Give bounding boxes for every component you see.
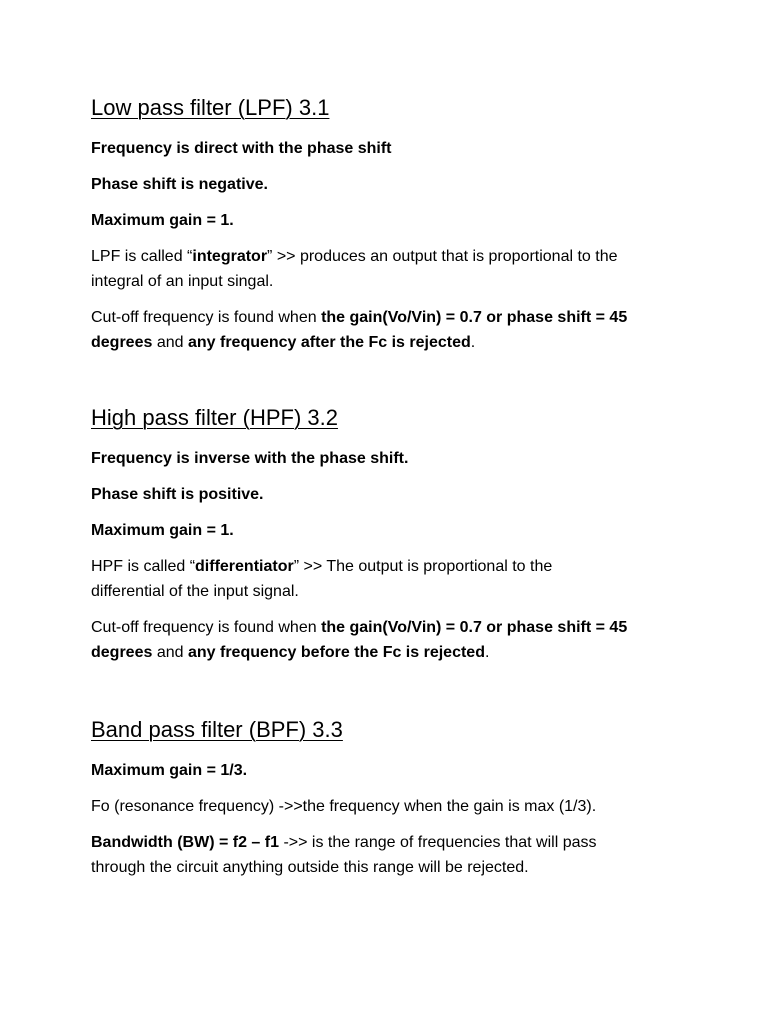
bpf-max-gain-line: Maximum gain = 1/3.: [91, 762, 248, 779]
bpf-bandwidth-line-2: through the circuit anything outside this range will be rejected.: [91, 859, 529, 876]
bpf-bandwidth-paragraph: [91, 830, 691, 880]
hpf-cutoff-paragraph: [91, 615, 691, 665]
bpf-bandwidth-line-1: [91, 834, 597, 851]
lpf-cutoff-degrees: degrees: [91, 334, 153, 351]
lpf-integrator-line-2: integral of an input singal.: [91, 273, 274, 290]
lpf-called-prefix: LPF is called “: [91, 248, 193, 265]
section-lpf: [91, 95, 691, 355]
lpf-cutoff-paragraph: [91, 305, 691, 355]
lpf-cutoff-and: and: [152, 334, 188, 351]
hpf-frequency-phase-line: Frequency is inverse with the phase shift.: [91, 450, 409, 467]
bpf-bandwidth-suffix: ->> is the range of frequencies that will pass: [279, 834, 597, 851]
lpf-cutoff-prefix: Cut-off frequency is found when: [91, 309, 322, 326]
hpf-max-gain-line: Maximum gain = 1.: [91, 522, 234, 539]
hpf-differentiator-term: differentiator: [195, 558, 294, 575]
lpf-integrator-term: integrator: [192, 248, 268, 265]
lpf-cutoff-line-1: [91, 309, 627, 326]
hpf-cutoff-prefix: Cut-off frequency is found when: [91, 619, 322, 636]
hpf-differentiator-line-2: differential of the input signal.: [91, 583, 299, 600]
hpf-cutoff-rejection: any frequency before the Fc is rejected: [187, 644, 485, 661]
hpf-cutoff-line-1: [91, 619, 627, 636]
bpf-bandwidth-term: Bandwidth (BW) = f2 – f1: [91, 834, 279, 851]
section-hpf: [91, 405, 691, 665]
lpf-integrator-line-1: [91, 248, 618, 265]
hpf-differentiator-line-1: [91, 558, 552, 575]
section-heading-hpf: High pass filter (HPF) 3.2: [91, 405, 338, 430]
lpf-max-gain-line: Maximum gain = 1.: [91, 212, 234, 229]
hpf-phase-shift-line: Phase shift is positive.: [91, 486, 264, 503]
hpf-cutoff-degrees: degrees: [91, 644, 153, 661]
lpf-cutoff-rejection: any frequency after the Fc is rejected: [187, 334, 471, 351]
lpf-integrator-paragraph: [91, 244, 691, 294]
lpf-called-suffix: ” >> produces an output that is proportional to the: [267, 248, 618, 265]
lpf-phase-shift-line: Phase shift is negative.: [91, 176, 268, 193]
bpf-resonance-line: Fo (resonance frequency) ->>the frequency when the gain is max (1/3).: [91, 798, 597, 815]
lpf-cutoff-period: .: [470, 334, 476, 351]
lpf-cutoff-condition: the gain(Vo/Vin) = 0.7 or phase shift = 45: [321, 309, 628, 326]
section-heading-bpf: Band pass filter (BPF) 3.3: [91, 717, 343, 742]
section-heading-lpf: Low pass filter (LPF) 3.1: [91, 95, 330, 120]
lpf-frequency-phase-line: Frequency is direct with the phase shift: [91, 140, 392, 157]
hpf-differentiator-paragraph: [91, 554, 691, 604]
section-bpf: [91, 717, 691, 880]
hpf-cutoff-period: .: [484, 644, 490, 661]
hpf-cutoff-condition: the gain(Vo/Vin) = 0.7 or phase shift = 45: [321, 619, 628, 636]
hpf-called-suffix: ” >> The output is proportional to the: [293, 558, 553, 575]
hpf-cutoff-and: and: [152, 644, 188, 661]
hpf-called-prefix: HPF is called “: [91, 558, 196, 575]
